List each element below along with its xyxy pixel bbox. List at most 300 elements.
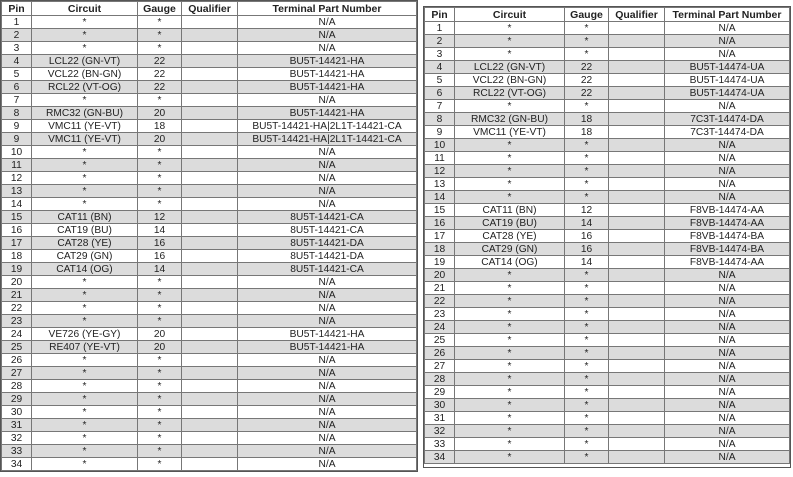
cell-terminal-part-number: 8U5T-14421-CA	[238, 211, 417, 224]
cell-pin: 8	[425, 113, 455, 126]
cell-pin: 22	[2, 302, 32, 315]
cell-gauge: *	[138, 419, 182, 432]
table-row	[425, 321, 790, 334]
cell-terminal-part-number: N/A	[665, 295, 790, 308]
cell-circuit: CAT19 (BU)	[455, 217, 565, 230]
cell-circuit: *	[32, 42, 138, 55]
cell-terminal-part-number: N/A	[665, 360, 790, 373]
cell-terminal-part-number: 8U5T-14421-CA	[238, 263, 417, 276]
cell-circuit: *	[32, 302, 138, 315]
cell-gauge: *	[138, 367, 182, 380]
cell-qualifier	[609, 386, 665, 399]
pinout-table	[424, 7, 790, 464]
cell-circuit: *	[455, 178, 565, 191]
cell-qualifier	[609, 243, 665, 256]
cell-qualifier	[609, 165, 665, 178]
cell-circuit: *	[455, 165, 565, 178]
cell-qualifier	[182, 81, 238, 94]
cell-pin: 19	[2, 263, 32, 276]
cell-gauge: *	[138, 159, 182, 172]
cell-circuit: *	[32, 94, 138, 107]
cell-circuit: *	[32, 315, 138, 328]
cell-circuit: *	[32, 406, 138, 419]
cell-qualifier	[609, 399, 665, 412]
cell-gauge: *	[565, 347, 609, 360]
cell-qualifier	[182, 16, 238, 29]
cell-gauge: *	[565, 451, 609, 464]
cell-gauge: *	[138, 315, 182, 328]
cell-qualifier	[182, 289, 238, 302]
cell-gauge: 20	[138, 341, 182, 354]
table-row	[2, 81, 417, 94]
cell-circuit: *	[455, 425, 565, 438]
cell-qualifier	[182, 419, 238, 432]
cell-pin: 7	[2, 94, 32, 107]
cell-terminal-part-number: N/A	[665, 269, 790, 282]
cell-circuit: *	[32, 289, 138, 302]
pinout-table	[1, 1, 417, 471]
cell-gauge: *	[565, 295, 609, 308]
cell-circuit: *	[455, 412, 565, 425]
cell-circuit: *	[32, 419, 138, 432]
cell-terminal-part-number: 8U5T-14421-DA	[238, 237, 417, 250]
cell-circuit: CAT29 (GN)	[455, 243, 565, 256]
cell-circuit: *	[32, 380, 138, 393]
cell-pin: 32	[425, 425, 455, 438]
cell-circuit: VE726 (YE-GY)	[32, 328, 138, 341]
cell-gauge: *	[138, 302, 182, 315]
cell-terminal-part-number: N/A	[238, 42, 417, 55]
table-row	[2, 172, 417, 185]
table-row	[425, 204, 790, 217]
cell-circuit: *	[32, 367, 138, 380]
cell-terminal-part-number: N/A	[665, 22, 790, 35]
cell-qualifier	[182, 55, 238, 68]
cell-qualifier	[182, 445, 238, 458]
cell-qualifier	[182, 133, 238, 146]
cell-qualifier	[182, 159, 238, 172]
cell-pin: 12	[2, 172, 32, 185]
cell-qualifier	[609, 256, 665, 269]
cell-gauge: *	[138, 393, 182, 406]
cell-circuit: *	[32, 432, 138, 445]
table-row	[2, 185, 417, 198]
cell-circuit: CAT28 (YE)	[32, 237, 138, 250]
cell-gauge: *	[565, 165, 609, 178]
cell-circuit: *	[455, 451, 565, 464]
cell-pin: 18	[425, 243, 455, 256]
cell-terminal-part-number: BU5T-14421-HA	[238, 81, 417, 94]
cell-pin: 9	[2, 133, 32, 146]
table-body	[2, 16, 417, 471]
cell-qualifier	[182, 224, 238, 237]
cell-gauge: 20	[138, 133, 182, 146]
cell-circuit: RMC32 (GN-BU)	[455, 113, 565, 126]
cell-terminal-part-number: N/A	[665, 412, 790, 425]
cell-pin: 28	[2, 380, 32, 393]
cell-pin: 31	[425, 412, 455, 425]
table-row	[2, 159, 417, 172]
table-row	[2, 289, 417, 302]
cell-circuit: RMC32 (GN-BU)	[32, 107, 138, 120]
table-row	[2, 120, 417, 133]
cell-gauge: 22	[138, 55, 182, 68]
cell-pin: 27	[2, 367, 32, 380]
cell-terminal-part-number: N/A	[238, 445, 417, 458]
cell-circuit: *	[32, 185, 138, 198]
cell-gauge: 14	[138, 224, 182, 237]
cell-gauge: 22	[138, 81, 182, 94]
cell-pin: 16	[425, 217, 455, 230]
table-row	[425, 347, 790, 360]
cell-terminal-part-number: N/A	[238, 419, 417, 432]
header-pin: Pin	[425, 8, 455, 22]
cell-pin: 19	[425, 256, 455, 269]
cell-terminal-part-number: BU5T-14474-UA	[665, 61, 790, 74]
cell-circuit: RCL22 (VT-OG)	[455, 87, 565, 100]
cell-terminal-part-number: N/A	[238, 354, 417, 367]
cell-pin: 27	[425, 360, 455, 373]
cell-terminal-part-number: N/A	[238, 16, 417, 29]
cell-circuit: *	[455, 35, 565, 48]
cell-gauge: 16	[138, 250, 182, 263]
cell-terminal-part-number: N/A	[665, 152, 790, 165]
cell-gauge: *	[565, 308, 609, 321]
table-row	[425, 61, 790, 74]
cell-qualifier	[609, 308, 665, 321]
cell-pin: 23	[425, 308, 455, 321]
cell-gauge: *	[565, 282, 609, 295]
cell-pin: 4	[425, 61, 455, 74]
cell-circuit: *	[455, 347, 565, 360]
cell-pin: 24	[2, 328, 32, 341]
cell-pin: 25	[425, 334, 455, 347]
cell-gauge: *	[138, 445, 182, 458]
cell-qualifier	[182, 367, 238, 380]
cell-pin: 6	[2, 81, 32, 94]
cell-pin: 24	[425, 321, 455, 334]
table-row	[2, 328, 417, 341]
cell-qualifier	[182, 302, 238, 315]
cell-pin: 14	[425, 191, 455, 204]
cell-gauge: *	[138, 146, 182, 159]
cell-terminal-part-number: N/A	[665, 308, 790, 321]
cell-qualifier	[609, 282, 665, 295]
cell-terminal-part-number: N/A	[238, 146, 417, 159]
cell-qualifier	[182, 263, 238, 276]
cell-gauge: *	[565, 321, 609, 334]
cell-pin: 29	[425, 386, 455, 399]
cell-qualifier	[182, 185, 238, 198]
cell-qualifier	[609, 360, 665, 373]
cell-circuit: *	[32, 445, 138, 458]
cell-terminal-part-number: N/A	[665, 438, 790, 451]
cell-circuit: *	[455, 360, 565, 373]
cell-terminal-part-number: BU5T-14421-HA	[238, 107, 417, 120]
table-row	[2, 16, 417, 29]
cell-pin: 11	[425, 152, 455, 165]
table-row	[425, 191, 790, 204]
cell-pin: 33	[2, 445, 32, 458]
cell-circuit: *	[32, 29, 138, 42]
cell-qualifier	[609, 230, 665, 243]
cell-terminal-part-number: N/A	[665, 373, 790, 386]
cell-qualifier	[182, 29, 238, 42]
cell-terminal-part-number: F8VB-14474-AA	[665, 204, 790, 217]
cell-pin: 13	[425, 178, 455, 191]
table-row	[425, 74, 790, 87]
cell-pin: 12	[425, 165, 455, 178]
header-gauge: Gauge	[138, 2, 182, 16]
cell-circuit: *	[455, 48, 565, 61]
cell-qualifier	[182, 94, 238, 107]
cell-circuit: CAT14 (OG)	[32, 263, 138, 276]
cell-gauge: *	[138, 185, 182, 198]
cell-terminal-part-number: N/A	[238, 29, 417, 42]
cell-circuit: *	[455, 152, 565, 165]
cell-pin: 11	[2, 159, 32, 172]
cell-pin: 10	[425, 139, 455, 152]
table-row	[425, 217, 790, 230]
cell-terminal-part-number: N/A	[665, 191, 790, 204]
cell-qualifier	[182, 276, 238, 289]
cell-pin: 6	[425, 87, 455, 100]
cell-circuit: *	[32, 159, 138, 172]
cell-terminal-part-number: BU5T-14421-HA	[238, 68, 417, 81]
cell-terminal-part-number: N/A	[665, 282, 790, 295]
cell-circuit: *	[455, 399, 565, 412]
cell-pin: 2	[425, 35, 455, 48]
cell-pin: 2	[2, 29, 32, 42]
cell-terminal-part-number: N/A	[238, 185, 417, 198]
cell-gauge: *	[138, 458, 182, 471]
cell-pin: 8	[2, 107, 32, 120]
cell-terminal-part-number: 7C3T-14474-DA	[665, 126, 790, 139]
cell-circuit: *	[32, 172, 138, 185]
cell-pin: 5	[2, 68, 32, 81]
cell-gauge: 18	[565, 113, 609, 126]
cell-circuit: CAT29 (GN)	[32, 250, 138, 263]
table-row	[425, 438, 790, 451]
cell-qualifier	[609, 126, 665, 139]
cell-circuit: *	[455, 373, 565, 386]
cell-qualifier	[182, 237, 238, 250]
cell-gauge: *	[565, 191, 609, 204]
cell-gauge: 12	[138, 211, 182, 224]
header-circuit: Circuit	[455, 8, 565, 22]
cell-terminal-part-number: N/A	[238, 276, 417, 289]
cell-gauge: *	[138, 16, 182, 29]
cell-gauge: *	[138, 198, 182, 211]
cell-terminal-part-number: N/A	[665, 139, 790, 152]
cell-circuit: RE407 (YE-VT)	[32, 341, 138, 354]
cell-terminal-part-number: N/A	[665, 100, 790, 113]
table-row	[425, 425, 790, 438]
cell-gauge: *	[565, 334, 609, 347]
cell-pin: 28	[425, 373, 455, 386]
cell-qualifier	[609, 295, 665, 308]
cell-gauge: *	[565, 178, 609, 191]
cell-gauge: *	[565, 269, 609, 282]
table-row	[425, 282, 790, 295]
cell-gauge: *	[138, 289, 182, 302]
connector-pinout-table-right	[423, 6, 791, 468]
cell-terminal-part-number: 8U5T-14421-CA	[238, 224, 417, 237]
table-row	[2, 380, 417, 393]
cell-circuit: CAT11 (BN)	[32, 211, 138, 224]
table-row	[2, 198, 417, 211]
cell-qualifier	[182, 107, 238, 120]
table-row	[425, 243, 790, 256]
cell-terminal-part-number: N/A	[665, 165, 790, 178]
cell-circuit: *	[455, 282, 565, 295]
cell-qualifier	[182, 393, 238, 406]
table-row	[2, 341, 417, 354]
cell-gauge: 22	[565, 87, 609, 100]
cell-qualifier	[182, 42, 238, 55]
cell-gauge: 22	[565, 61, 609, 74]
table-row	[425, 87, 790, 100]
table-row	[2, 406, 417, 419]
cell-circuit: *	[455, 191, 565, 204]
cell-qualifier	[609, 269, 665, 282]
cell-gauge: 18	[138, 120, 182, 133]
cell-pin: 5	[425, 74, 455, 87]
cell-terminal-part-number: N/A	[665, 35, 790, 48]
cell-qualifier	[609, 321, 665, 334]
cell-circuit: *	[455, 334, 565, 347]
cell-terminal-part-number: 8U5T-14421-DA	[238, 250, 417, 263]
cell-pin: 31	[2, 419, 32, 432]
cell-gauge: *	[138, 432, 182, 445]
cell-gauge: *	[138, 406, 182, 419]
table-row	[2, 445, 417, 458]
header-terminal-part-number: Terminal Part Number	[665, 8, 790, 22]
cell-pin: 21	[425, 282, 455, 295]
table-row	[425, 295, 790, 308]
cell-terminal-part-number: F8VB-14474-BA	[665, 243, 790, 256]
table-row	[425, 451, 790, 464]
cell-terminal-part-number: BU5T-14474-UA	[665, 74, 790, 87]
cell-qualifier	[609, 373, 665, 386]
cell-gauge: 22	[565, 74, 609, 87]
cell-pin: 17	[425, 230, 455, 243]
cell-qualifier	[182, 211, 238, 224]
table-row	[2, 133, 417, 146]
cell-qualifier	[609, 334, 665, 347]
cell-gauge: *	[565, 438, 609, 451]
cell-qualifier	[182, 250, 238, 263]
cell-pin: 9	[2, 120, 32, 133]
cell-gauge: 18	[565, 126, 609, 139]
table-row	[2, 263, 417, 276]
cell-qualifier	[609, 139, 665, 152]
cell-terminal-part-number: N/A	[665, 48, 790, 61]
cell-circuit: *	[32, 393, 138, 406]
table-header-row	[2, 2, 417, 16]
cell-pin: 16	[2, 224, 32, 237]
cell-terminal-part-number: N/A	[238, 380, 417, 393]
cell-pin: 32	[2, 432, 32, 445]
cell-qualifier	[609, 217, 665, 230]
cell-gauge: 16	[138, 237, 182, 250]
cell-qualifier	[609, 425, 665, 438]
cell-qualifier	[182, 68, 238, 81]
cell-gauge: *	[138, 276, 182, 289]
cell-circuit: VMC11 (YE-VT)	[32, 120, 138, 133]
cell-gauge: 12	[565, 204, 609, 217]
cell-terminal-part-number: F8VB-14474-AA	[665, 256, 790, 269]
cell-pin: 22	[425, 295, 455, 308]
cell-terminal-part-number: N/A	[238, 458, 417, 471]
cell-qualifier	[609, 48, 665, 61]
cell-circuit: *	[32, 354, 138, 367]
table-row	[2, 146, 417, 159]
cell-circuit: RCL22 (VT-OG)	[32, 81, 138, 94]
cell-gauge: *	[565, 152, 609, 165]
cell-pin: 17	[2, 237, 32, 250]
table-row	[2, 315, 417, 328]
cell-circuit: *	[455, 321, 565, 334]
table-row	[425, 100, 790, 113]
cell-circuit: *	[455, 139, 565, 152]
cell-gauge: *	[565, 373, 609, 386]
cell-qualifier	[182, 172, 238, 185]
cell-terminal-part-number: BU5T-14474-UA	[665, 87, 790, 100]
cell-qualifier	[609, 87, 665, 100]
cell-circuit: VCL22 (BN-GN)	[455, 74, 565, 87]
cell-qualifier	[182, 432, 238, 445]
table-row	[425, 386, 790, 399]
cell-terminal-part-number: N/A	[238, 406, 417, 419]
cell-terminal-part-number: N/A	[238, 289, 417, 302]
cell-qualifier	[182, 341, 238, 354]
cell-pin: 13	[2, 185, 32, 198]
cell-circuit: VMC11 (YE-VT)	[455, 126, 565, 139]
table-row	[425, 152, 790, 165]
cell-qualifier	[609, 74, 665, 87]
cell-gauge: *	[138, 94, 182, 107]
table-row	[425, 399, 790, 412]
cell-terminal-part-number: BU5T-14421-HA	[238, 328, 417, 341]
table-row	[2, 107, 417, 120]
table-row	[425, 360, 790, 373]
cell-pin: 4	[2, 55, 32, 68]
cell-circuit: CAT11 (BN)	[455, 204, 565, 217]
table-row	[425, 139, 790, 152]
table-row	[425, 269, 790, 282]
cell-gauge: *	[138, 354, 182, 367]
cell-gauge: *	[565, 35, 609, 48]
cell-terminal-part-number: 7C3T-14474-DA	[665, 113, 790, 126]
cell-pin: 3	[425, 48, 455, 61]
cell-terminal-part-number: BU5T-14421-HA	[238, 341, 417, 354]
table-row	[425, 165, 790, 178]
cell-gauge: *	[565, 139, 609, 152]
cell-gauge: *	[138, 172, 182, 185]
cell-gauge: 14	[565, 256, 609, 269]
cell-terminal-part-number: N/A	[238, 94, 417, 107]
table-row	[425, 230, 790, 243]
cell-qualifier	[609, 35, 665, 48]
cell-circuit: *	[32, 458, 138, 471]
cell-qualifier	[182, 354, 238, 367]
cell-pin: 10	[2, 146, 32, 159]
table-row	[2, 302, 417, 315]
cell-qualifier	[609, 412, 665, 425]
cell-terminal-part-number: N/A	[238, 198, 417, 211]
table-row	[425, 126, 790, 139]
